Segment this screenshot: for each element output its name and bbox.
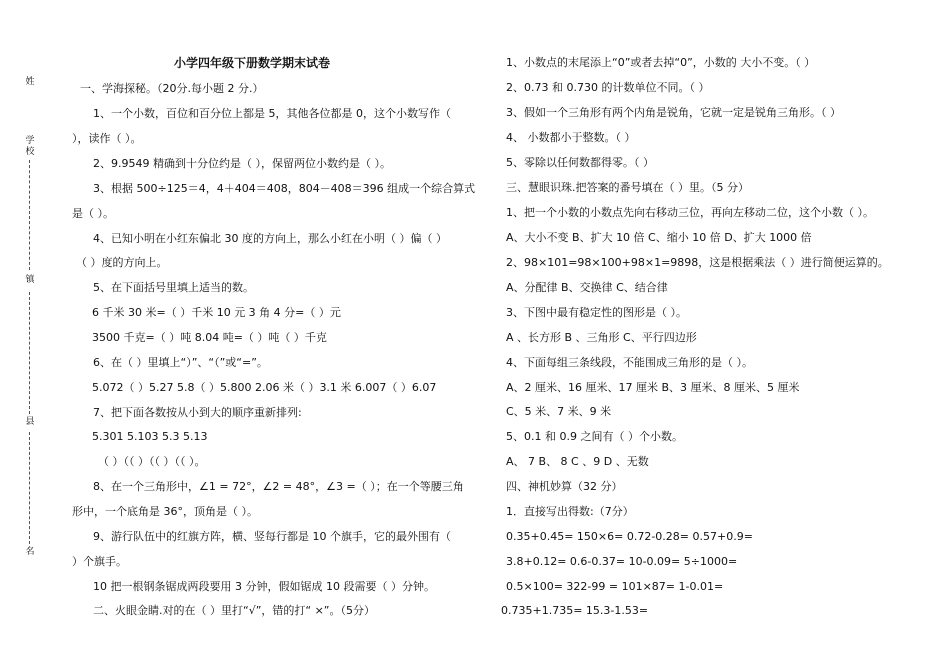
question-line: （ ）（（ ）（（ ）（（ ）。 [98,455,206,468]
choice-line: A、2 厘米、16 厘米、17 厘米 B、3 厘米、8 厘米、5 厘米 [506,381,800,394]
binding-dashed-line [29,160,30,270]
calc-line: 0.735+1.735= 15.3-1.53= [501,604,649,617]
question-line: 6、在（ ）里填上“）”、“（”或“=”。 [93,356,268,369]
question-line: 7、把下面各数按从小到大的顺序重新排列: [93,406,302,419]
question-line: 5、零除以任何数都得零。（ ） [506,156,654,169]
question-line: 形中，一个底角是 36°，顶角是（ ）。 [72,505,258,518]
binding-label-town: 镇 [25,275,35,285]
binding-dashed-line [29,292,30,414]
question-line: 6 千米 30 米=（ ）千米 10 元 3 角 4 分=（ ）元 [92,306,341,319]
question-line: 10 把一根钢条锯成两段要用 3 分钟，假如锯成 10 段需要（ ）分钟。 [93,580,435,593]
question-line: ）个旗手。 [72,555,127,568]
calc-line: 0.5×100= 322-99 = 101×87= 1-0.01= [506,580,724,593]
binding-label-school: 学校 [25,136,35,157]
exam-title: 小学四年级下册数学期末试卷 [174,56,331,70]
question-line: 1、一个小数，百位和百分位上都是 5，其他各位都是 0，这个小数写作（ [93,107,451,120]
question-line: ），读作（ ）。 [72,132,142,145]
question-line: 5.072（ ）5.27 5.8（ ）5.800 2.06 米（ ）3.1 米 6.007（ ）6.07 [92,381,437,394]
question-line: 3、假如一个三角形有两个内角是锐角，它就一定是锐角三角形。（ ） [506,106,841,119]
question-line: 4、 小数都小于整数。（ ） [506,131,636,144]
section-2-heading: 二、火眼金睛.对的在（ ）里打“√”，错的打“ ×”。（5分） [93,604,376,617]
question-line: 3、根据 500÷125＝4，4＋404＝408，804－408＝396 组成一个综合算式 [93,182,476,195]
question-line: （ ）度的方向上。 [76,256,168,269]
question-line: 2、0.73 和 0.730 的计数单位不同。（ ） [506,81,710,94]
question-line: 9、游行队伍中的红旗方阵，横、竖每行都是 10 个旗手，它的最外围有（ [93,530,451,543]
question-line: 1．直接写出得数:（7分） [506,505,634,518]
question-line: 1、把一个小数的小数点先向右移动三位，再向左移动二位，这个小数（ ）。 [506,206,874,219]
question-line: 5、在下面括号里填上适当的数。 [93,281,254,294]
question-line: 5、0.1 和 0.9 之间有（ ）个小数。 [506,430,683,443]
question-line: 是（ ）。 [72,207,114,220]
question-line: 3、下图中最有稳定性的图形是（ ）。 [506,306,687,319]
binding-margin [0,0,60,672]
section-1-heading: 一、学海探秘。（20分.每小题 2 分.） [80,82,264,95]
binding-dashed-line [29,432,30,544]
question-line: 4、下面每组三条线段，不能围成三角形的是（ ）。 [506,356,753,369]
calc-line: 3.8+0.12= 0.6-0.37= 10-0.09= 5÷1000= [506,555,738,568]
question-line: 2、98×101=98×100+98×1=9898，这是根据乘法（ ）进行简便运算的。 [506,256,889,269]
section-4-heading: 四、神机妙算（32 分） [506,480,623,493]
choice-line: A、 7 B、 8 C 、9 D 、无数 [506,455,649,468]
question-line: 2、9.9549 精确到十分位约是（ ），保留两位小数约是（ ）。 [93,157,391,170]
binding-label-county: 县 [25,417,35,427]
question-line: 1、小数点的末尾添上“0”或者去掉“0”，小数的 大小不变。（ ） [506,56,816,69]
choice-line: A、分配律 B、交换律 C、结合律 [506,281,668,294]
question-line: 4、已知小明在小红东偏北 30 度的方向上，那么小红在小明（ ）偏（ ） [93,232,447,245]
choice-line: A 、长方形 B 、三角形 C、平行四边形 [506,331,697,344]
question-line: 8、在一个三角形中，∠1 = 72°，∠2 = 48°，∠3 =（ ）；在一个等腰三角 [93,480,464,493]
question-line: 3500 千克=（ ）吨 8.04 吨=（ ）吨（ ）千克 [92,331,327,344]
calc-line: 0.35+0.45= 150×6= 0.72-0.28= 0.57+0.9= [506,530,753,543]
choice-line: A、大小不变 B、扩大 10 倍 C、缩小 10 倍 D、扩大 1000 倍 [506,231,812,244]
choice-line: C、5 米、7 米、9 米 [506,405,612,418]
binding-label-name: 名 [25,547,35,557]
binding-label-surname: 姓 [25,77,35,87]
question-line: 5.301 5.103 5.3 5.13 [92,430,208,443]
section-3-heading: 三、慧眼识珠.把答案的番号填在（ ）里。（5 分） [506,181,749,194]
